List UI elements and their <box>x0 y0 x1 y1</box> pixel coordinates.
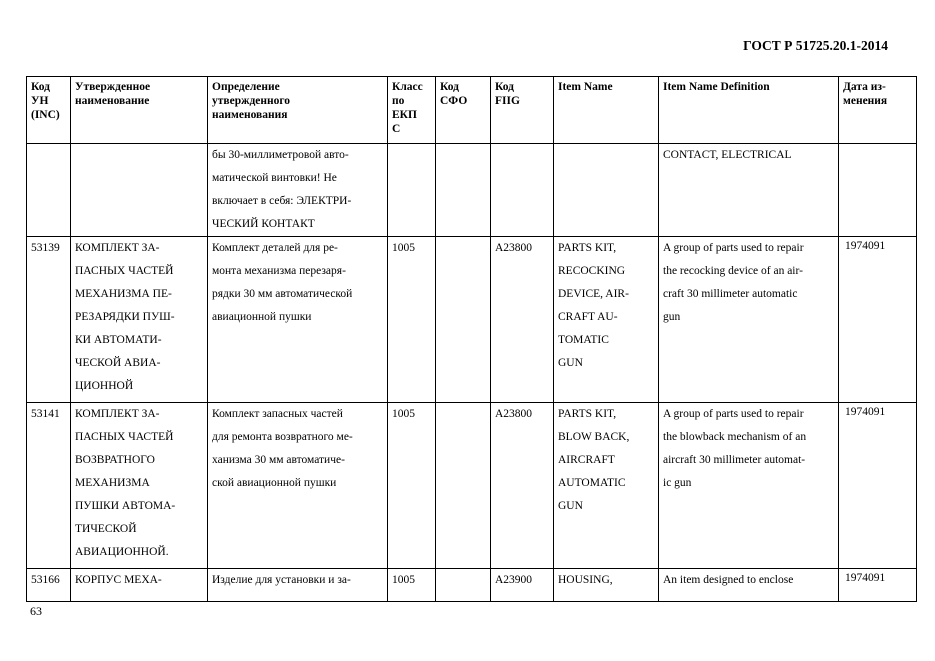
column-header-text: Дата из- <box>843 81 886 93</box>
approved-name-cell <box>71 569 208 602</box>
cell-text: 1974091 <box>845 406 886 418</box>
fiig-code-cell <box>491 144 554 237</box>
change-date-cell <box>839 144 917 237</box>
cell-text: 1974091 <box>845 572 886 584</box>
sfo-code-cell <box>436 144 491 237</box>
change-date-cell <box>839 237 917 403</box>
cell-text-line: МЕХАНИЗМА <box>75 477 150 489</box>
cell-text-line: aircraft 30 millimeter automat- <box>663 454 806 466</box>
inc-code-cell <box>27 144 71 237</box>
class-cell <box>388 403 436 569</box>
cell-text-line: КИ АВТОМАТИ- <box>75 334 162 346</box>
column-header <box>71 77 208 144</box>
cell-text-line: craft 30 millimeter automatic <box>663 288 798 300</box>
cell-text-line: ПУШКИ АВТОМА- <box>75 500 176 512</box>
cell-text-line: рядки 30 мм автоматической <box>212 288 353 300</box>
cell-text: 53166 <box>31 574 60 586</box>
item-name-definition-cell <box>659 144 839 237</box>
column-header <box>436 77 491 144</box>
class-cell <box>388 237 436 403</box>
column-header <box>839 77 917 144</box>
fiig-code-cell <box>491 569 554 602</box>
cell-text-line: RECOCKING <box>558 265 626 277</box>
cell-text-line: CRAFT AU- <box>558 311 618 323</box>
cell-text <box>845 144 912 146</box>
table-row <box>27 144 917 237</box>
column-header-text: наименования <box>212 109 288 121</box>
cell-text-line: GUN <box>558 500 583 512</box>
table-row <box>27 237 917 403</box>
change-date-cell <box>839 569 917 602</box>
document-code: ГОСТ Р 51725.20.1-2014 <box>743 38 888 53</box>
cell-text-line: DEVICE, AIR- <box>558 288 629 300</box>
item-name-definition-cell <box>659 403 839 569</box>
column-header-text: FIIG <box>495 95 520 107</box>
cell-text-line: GUN <box>558 357 583 369</box>
cell-text-line: КОРПУС МЕХА- <box>75 574 162 586</box>
column-header-text: ЕКП <box>392 109 417 121</box>
cell-text: A23800 <box>495 242 533 254</box>
page-number: 63 <box>30 604 42 618</box>
cell-text-line: ЧЕСКИЙ КОНТАКТ <box>212 218 315 230</box>
cell-text-line: A group of parts used to repair <box>663 242 804 254</box>
sfo-code-cell <box>436 569 491 602</box>
class-cell <box>388 144 436 237</box>
approved-name-cell <box>71 144 208 237</box>
column-header-text: менения <box>843 95 888 107</box>
cell-text-line: для ремонта возвратного ме- <box>212 431 353 443</box>
item-name-cell <box>554 403 659 569</box>
column-header <box>491 77 554 144</box>
definition-cell <box>208 403 388 569</box>
cell-text-line: Комплект деталей для ре- <box>212 242 338 254</box>
cell-text: 1005 <box>392 242 415 254</box>
column-header-text: СФО <box>440 95 468 107</box>
table-row <box>27 403 917 569</box>
cell-text-line: ханизма 30 мм автоматиче- <box>212 454 345 466</box>
cell-text-line: ской авиационной пушки <box>212 477 337 489</box>
inc-code-cell <box>27 237 71 403</box>
cell-text-line: Изделие для установки и за- <box>212 574 351 586</box>
cell-text-line: A group of parts used to repair <box>663 408 804 420</box>
cell-text-line: the recocking device of an air- <box>663 265 803 277</box>
item-name-cell <box>554 144 659 237</box>
column-header <box>388 77 436 144</box>
column-header-text: Класс <box>392 81 423 93</box>
cell-text-line: МЕХАНИЗМА ПЕ- <box>75 288 172 300</box>
cell-text: A23900 <box>495 574 533 586</box>
column-header-text: Утвержденное <box>75 81 151 93</box>
item-name-cell <box>554 237 659 403</box>
approved-name-cell <box>71 403 208 569</box>
cell-text-line: РЕЗАРЯДКИ ПУШ- <box>75 311 175 323</box>
column-header <box>659 77 839 144</box>
cell-text-line: ВОЗВРАТНОГО <box>75 454 155 466</box>
sfo-code-cell <box>436 237 491 403</box>
fiig-code-cell <box>491 237 554 403</box>
change-date-cell <box>839 403 917 569</box>
cell-text-line: КОМПЛЕКТ ЗА- <box>75 242 160 254</box>
cell-text-line: бы 30-миллиметровой авто- <box>212 149 349 161</box>
column-header-text: Определение <box>212 81 280 93</box>
column-header-text: (INC) <box>31 109 60 121</box>
item-name-cell <box>554 569 659 602</box>
cell-text-line: gun <box>663 311 681 323</box>
column-header-text: Код <box>31 81 51 93</box>
cell-text-line: the blowback mechanism of an <box>663 431 807 443</box>
column-header-text: Item Name Definition <box>663 81 770 93</box>
cell-text-line: ПАСНЫХ ЧАСТЕЙ <box>75 431 174 443</box>
cell-text: 1005 <box>392 574 415 586</box>
definition-cell <box>208 237 388 403</box>
cell-text-line: AIRCRAFT <box>558 454 615 466</box>
cell-text-line: КОМПЛЕКТ ЗА- <box>75 408 160 420</box>
cell-text: A23800 <box>495 408 533 420</box>
cell-text-line: BLOW BACK, <box>558 431 630 443</box>
column-header-text: Item Name <box>558 81 613 93</box>
fiig-code-cell <box>491 403 554 569</box>
cell-text-line: авиационной пушки <box>212 311 312 323</box>
column-header <box>554 77 659 144</box>
cell-text-line: PARTS KIT, <box>558 408 617 420</box>
column-header-text: С <box>392 123 401 135</box>
cell-text-line: AUTOMATIC <box>558 477 626 489</box>
inc-code-cell <box>27 569 71 602</box>
table-row <box>27 569 917 602</box>
definition-cell <box>208 569 388 602</box>
column-header-text: утвержденного <box>212 95 291 107</box>
column-header <box>27 77 71 144</box>
column-header-text: по <box>392 95 405 107</box>
cell-text-line: Комплект запасных частей <box>212 408 343 420</box>
cell-text: 53139 <box>31 242 60 254</box>
item-name-definition-cell <box>659 237 839 403</box>
table-header-row <box>27 77 917 144</box>
cell-text: 53141 <box>31 408 60 420</box>
column-header-text: Код <box>440 81 460 93</box>
sfo-code-cell <box>436 403 491 569</box>
column-header-text: наименование <box>75 95 150 107</box>
inc-code-cell <box>27 403 71 569</box>
cell-text: 1005 <box>392 408 415 420</box>
cell-text-line: PARTS KIT, <box>558 242 617 254</box>
column-header <box>208 77 388 144</box>
approved-name-cell <box>71 237 208 403</box>
item-name-definition-cell <box>659 569 839 602</box>
catalog-table <box>26 76 917 602</box>
cell-text-line: включает в себя: ЭЛЕКТРИ- <box>212 195 352 207</box>
cell-text-line: ic gun <box>663 477 692 489</box>
cell-text-line: HOUSING, <box>558 574 613 586</box>
cell-text-line: ЧЕСКОЙ АВИА- <box>75 357 161 369</box>
class-cell <box>388 569 436 602</box>
cell-text-line: CONTACT, ELECTRICAL <box>663 149 792 161</box>
cell-text-line: ТИЧЕСКОЙ <box>75 523 137 535</box>
cell-text-line: TOMATIC <box>558 334 609 346</box>
definition-cell <box>208 144 388 237</box>
table-body <box>27 144 917 602</box>
cell-text-line: монта механизма перезаря- <box>212 265 346 277</box>
cell-text-line: матической винтовки! Не <box>212 172 337 184</box>
column-header-text: УН <box>31 95 49 107</box>
cell-text-line: АВИАЦИОННОЙ. <box>75 546 169 558</box>
cell-text-line: ЦИОННОЙ <box>75 380 134 392</box>
cell-text: 1974091 <box>845 240 886 252</box>
column-header-text: Код <box>495 81 515 93</box>
cell-text-line: ПАСНЫХ ЧАСТЕЙ <box>75 265 174 277</box>
cell-text-line: An item designed to enclose <box>663 574 794 586</box>
